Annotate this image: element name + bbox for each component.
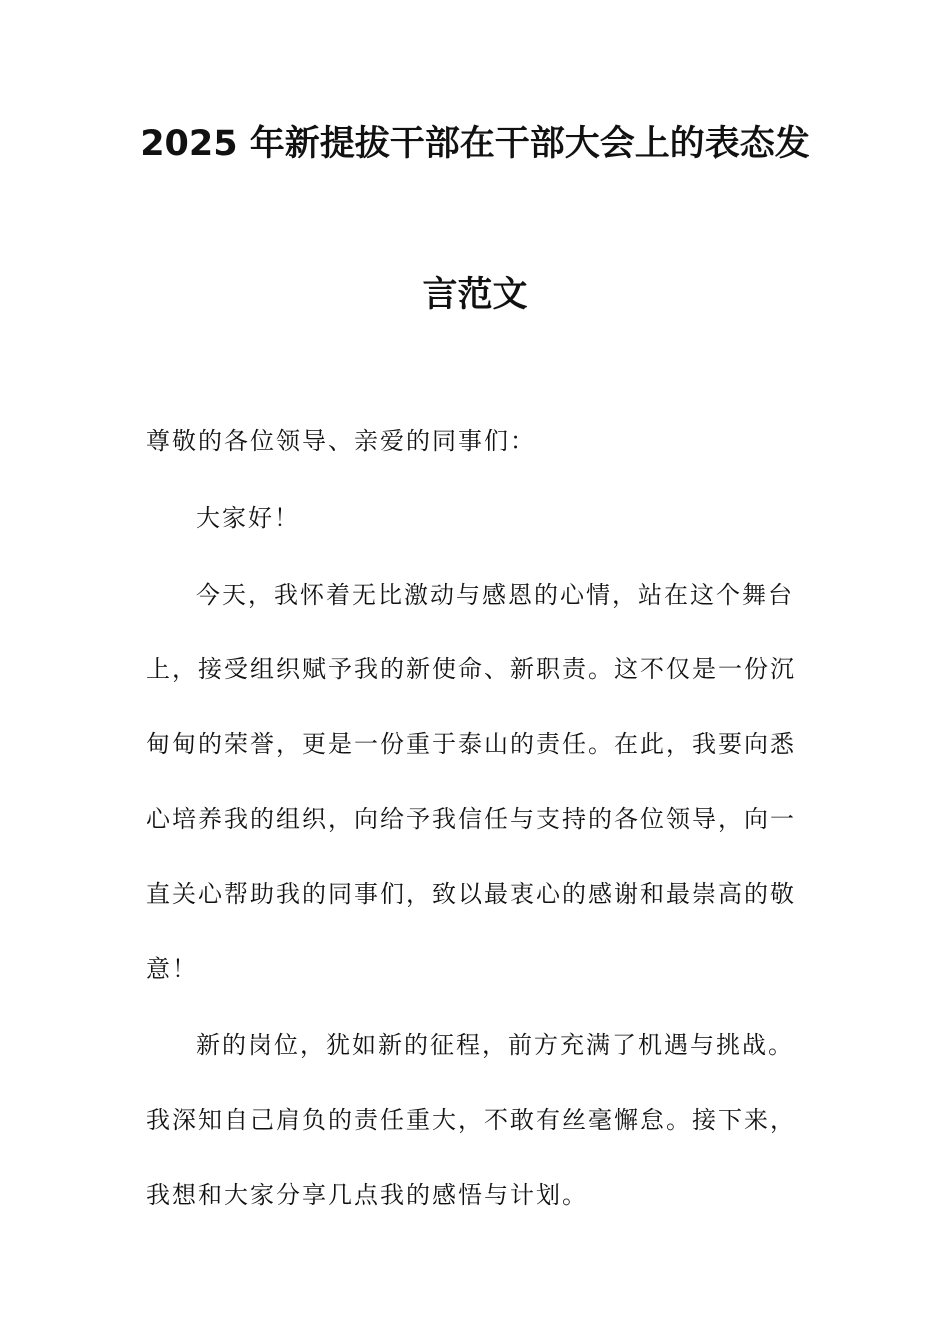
paragraph-1-line-1: 大家好！ [196, 504, 300, 532]
paragraph-3-line-1: 新的岗位，犹如新的征程，前方充满了机遇与挑战。 [196, 1031, 794, 1059]
paragraph-3-line-3: 我想和大家分享几点我的感悟与计划。 [146, 1181, 588, 1209]
document-title-line-2: 言范文 [422, 275, 528, 315]
paragraph-2-line-6: 意！ [146, 955, 198, 983]
paragraph-2-line-2: 上，接受组织赋予我的新使命、新职责。这不仅是一份沉 [146, 655, 796, 683]
document-title-line-1: 2025 年新提拔干部在干部大会上的表态发 [140, 124, 810, 164]
paragraph-3-line-2: 我深知自己肩负的责任重大，不敢有丝毫懈怠。接下来， [146, 1106, 796, 1134]
paragraph-2-line-3: 甸甸的荣誉，更是一份重于泰山的责任。在此，我要向悉 [146, 730, 796, 758]
paragraph-2-line-4: 心培养我的组织，向给予我信任与支持的各位领导，向一 [146, 805, 796, 833]
paragraph-2-line-5: 直关心帮助我的同事们，致以最衷心的感谢和最崇高的敬 [146, 880, 796, 908]
greeting-line: 尊敬的各位领导、亲爱的同事们： [146, 427, 536, 455]
paragraph-2-line-1: 今天，我怀着无比激动与感恩的心情，站在这个舞台 [196, 581, 794, 609]
